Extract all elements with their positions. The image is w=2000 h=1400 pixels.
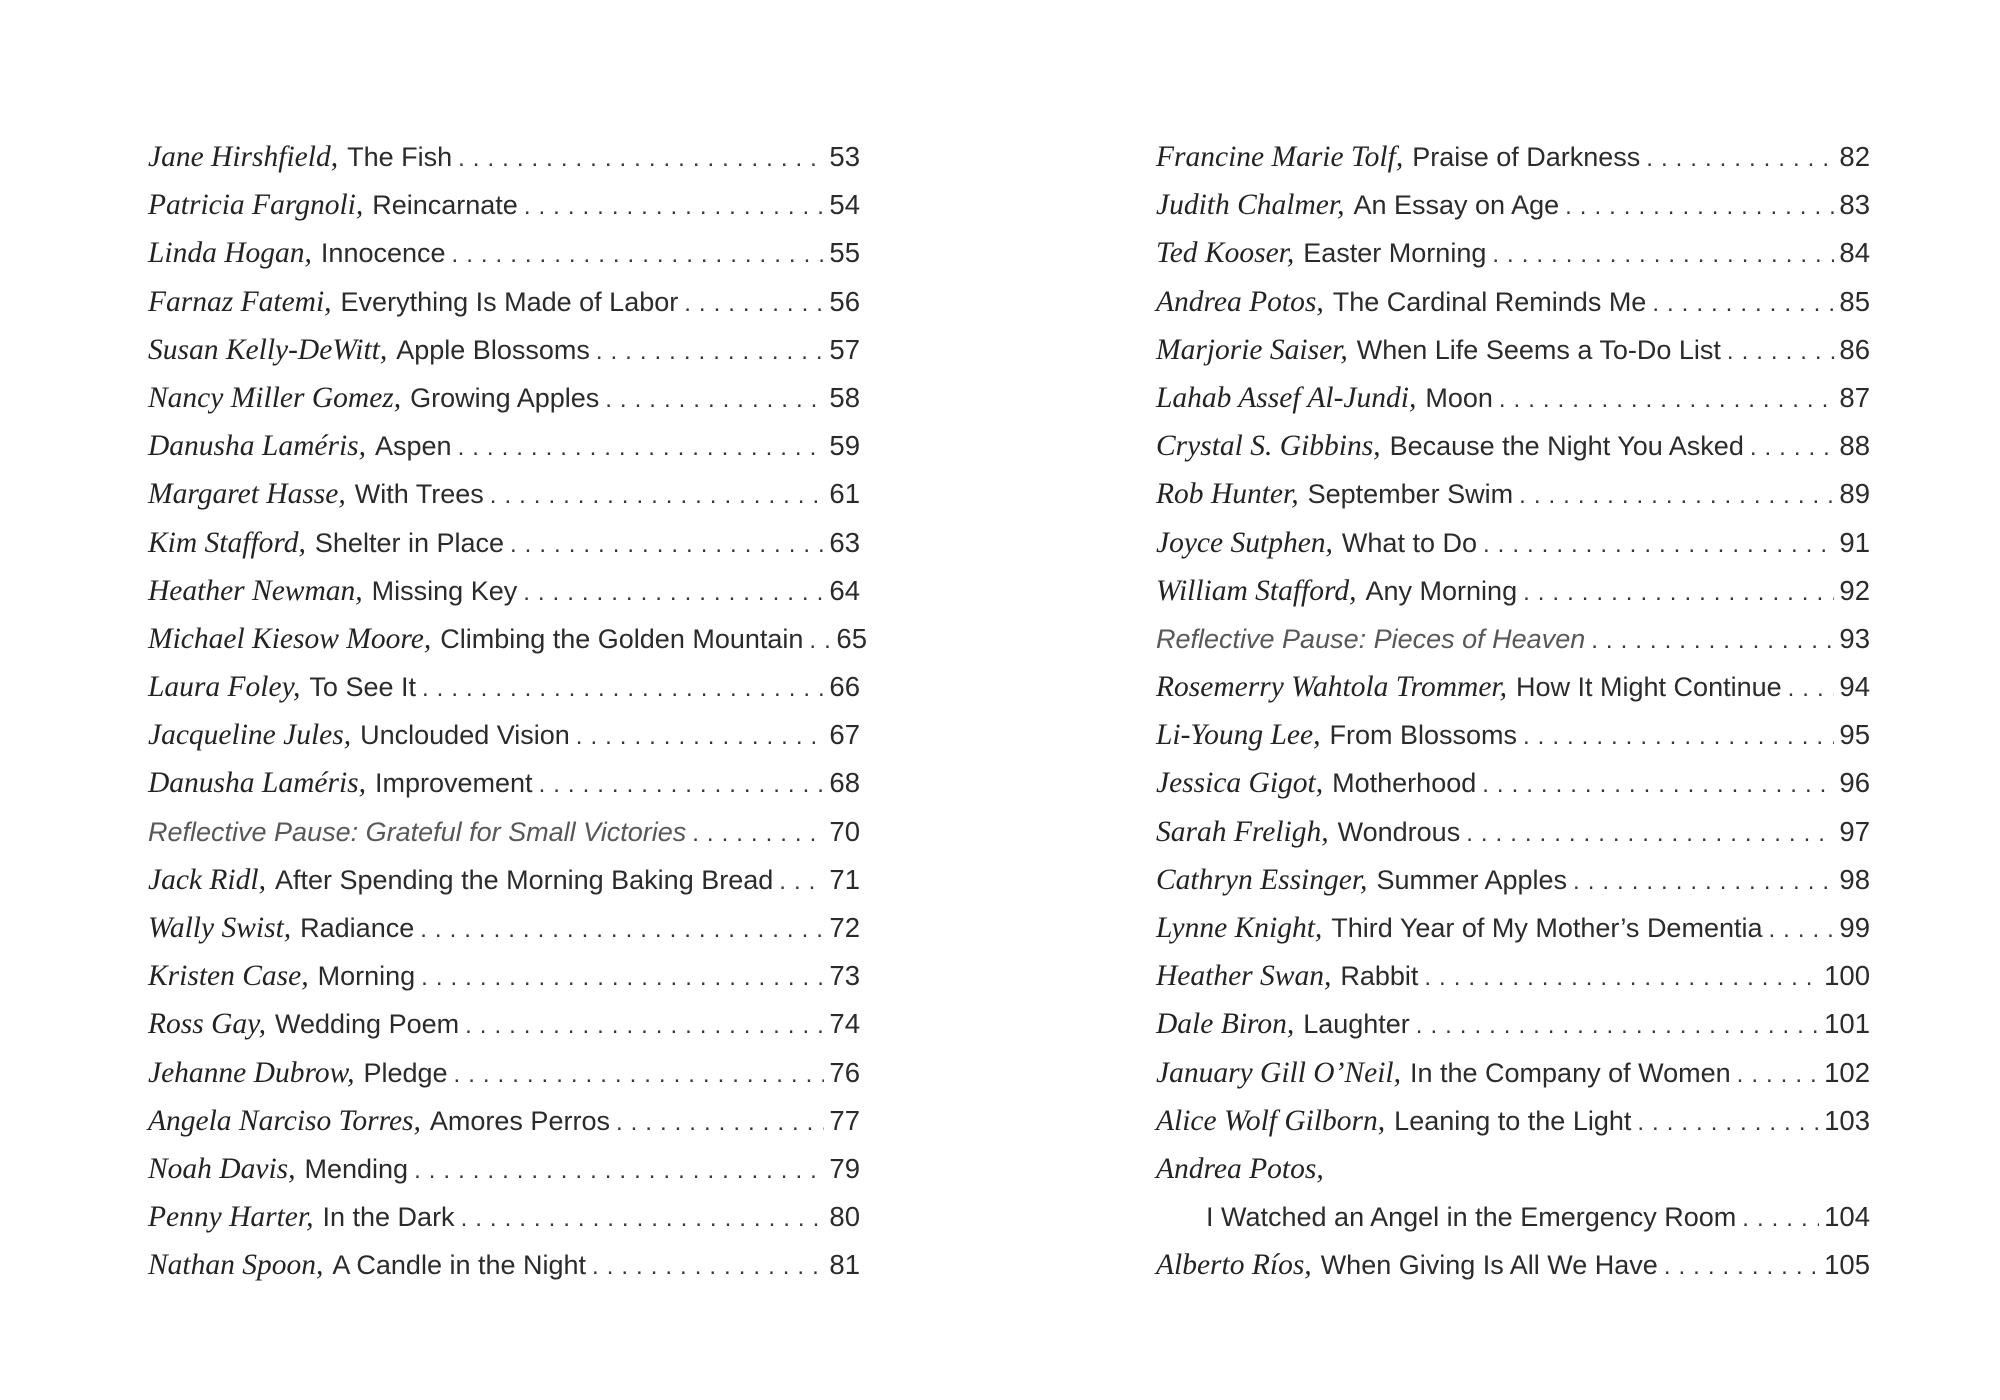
entry-page-number: 88 bbox=[1839, 430, 1870, 462]
entry-author: Rob Hunter, bbox=[1156, 478, 1299, 511]
toc-entry bbox=[1156, 1105, 1870, 1153]
entry-author: Marjorie Saiser, bbox=[1156, 333, 1348, 366]
entry-page-number: 57 bbox=[829, 333, 860, 365]
entry-author: Alice Wolf Gilborn, bbox=[1156, 1104, 1386, 1137]
toc-entry bbox=[148, 1249, 860, 1297]
entry-page-number: 64 bbox=[829, 574, 860, 606]
entry-text bbox=[1156, 1249, 1658, 1282]
dot-leader bbox=[524, 193, 825, 221]
entry-text bbox=[148, 334, 590, 367]
toc-entry bbox=[1156, 478, 1870, 526]
dot-leader bbox=[1519, 482, 1834, 510]
entry-title: To See It bbox=[309, 672, 416, 703]
entry-author: Jacqueline Jules, bbox=[148, 719, 352, 752]
entry-page-number: 104 bbox=[1824, 1201, 1870, 1233]
dot-leader bbox=[452, 241, 825, 269]
dot-leader bbox=[1737, 1061, 1819, 1089]
entry-title: Reincarnate bbox=[372, 190, 518, 221]
entry-page-number: 91 bbox=[1839, 526, 1870, 558]
entry-author: Sarah Freligh, bbox=[1156, 815, 1329, 848]
dot-leader bbox=[454, 1061, 825, 1089]
toc-entry bbox=[148, 286, 860, 334]
entry-page-number: 70 bbox=[829, 815, 860, 847]
entry-page-number: 74 bbox=[829, 1008, 860, 1040]
entry-text bbox=[148, 719, 570, 752]
entry-title: Radiance bbox=[300, 913, 415, 943]
dot-leader bbox=[1523, 579, 1834, 607]
toc-entry bbox=[1156, 575, 1870, 623]
toc-entry bbox=[148, 1008, 860, 1056]
toc-entry bbox=[148, 382, 860, 430]
entry-title: Aspen bbox=[375, 431, 452, 462]
entry-title: How It Might Continue bbox=[1516, 672, 1782, 703]
entry-page-number: 80 bbox=[829, 1201, 860, 1233]
entry-text bbox=[148, 382, 599, 415]
entry-text bbox=[148, 960, 415, 993]
dot-leader bbox=[1424, 964, 1819, 992]
entry-author: Francine Marie Tolf, bbox=[1156, 141, 1404, 173]
entry-author: Heather Newman, bbox=[148, 574, 363, 607]
entry-text bbox=[1156, 960, 1418, 993]
dot-leader bbox=[596, 338, 825, 366]
entry-title: From Blossoms bbox=[1329, 720, 1517, 751]
entry-text bbox=[1156, 286, 1646, 319]
dot-leader bbox=[458, 434, 825, 462]
entry-page-number: 65 bbox=[836, 622, 868, 654]
entry-title: Amores Perros bbox=[429, 1105, 610, 1136]
entry-author: Linda Hogan, bbox=[148, 237, 312, 270]
entry-author: Jane Hirshfield, bbox=[148, 141, 339, 173]
entry-text bbox=[1156, 478, 1513, 511]
dot-leader bbox=[1788, 675, 1835, 703]
toc-entry bbox=[148, 1057, 860, 1105]
dot-leader bbox=[605, 386, 824, 414]
toc-entry bbox=[148, 960, 860, 1008]
entry-author: Jack Ridl, bbox=[148, 863, 266, 896]
dot-leader bbox=[576, 723, 825, 751]
entry-text bbox=[148, 237, 446, 270]
entry-author: Laura Foley, bbox=[148, 671, 301, 704]
entry-page-number: 81 bbox=[829, 1249, 860, 1281]
entry-title: September Swim bbox=[1307, 479, 1514, 510]
entry-author: Lahab Assef Al-Jundi, bbox=[1156, 381, 1417, 414]
reflective-pause-label: Reflective Pause: Grateful for Small Victories bbox=[148, 816, 687, 847]
entry-page-number: 79 bbox=[829, 1152, 860, 1184]
entry-text bbox=[148, 1057, 448, 1090]
toc-entry bbox=[148, 719, 860, 767]
entry-text bbox=[1156, 430, 1744, 463]
entry-title: Summer Apples bbox=[1376, 864, 1568, 895]
entry-page-number: 73 bbox=[829, 960, 860, 992]
toc-entry bbox=[1156, 334, 1870, 382]
entry-title: Third Year of My Mother’s Dementia bbox=[1331, 913, 1763, 943]
entry-title: Improvement bbox=[375, 768, 533, 799]
entry-page-number: 86 bbox=[1839, 333, 1870, 365]
reflective-pause-label: Reflective Pause: Pieces of Heaven bbox=[1156, 623, 1586, 654]
entry-title: Laughter bbox=[1303, 1009, 1410, 1040]
entry-author: Andrea Potos, bbox=[1156, 1152, 1324, 1185]
entry-text bbox=[1156, 382, 1493, 415]
entry-page-number: 59 bbox=[829, 430, 860, 462]
entry-title: Climbing the Golden Mountain bbox=[440, 623, 804, 654]
dot-leader bbox=[1523, 723, 1834, 751]
entry-text bbox=[1156, 575, 1517, 608]
entry-title: Motherhood bbox=[1332, 768, 1477, 799]
entry-title: Unclouded Vision bbox=[360, 720, 570, 751]
entry-text bbox=[148, 671, 416, 704]
entry-text bbox=[1156, 1105, 1631, 1138]
entry-text bbox=[1156, 189, 1559, 222]
dot-leader bbox=[510, 531, 824, 559]
entry-author: Heather Swan, bbox=[1156, 960, 1332, 993]
entry-title: The Cardinal Reminds Me bbox=[1332, 286, 1647, 317]
dot-leader bbox=[692, 820, 824, 848]
entry-title: When Giving Is All We Have bbox=[1320, 1250, 1658, 1281]
toc-entry bbox=[1156, 1153, 1870, 1249]
toc-entry bbox=[1156, 1057, 1870, 1105]
dot-leader bbox=[1483, 531, 1834, 559]
entry-page-number: 68 bbox=[829, 767, 860, 799]
dot-leader bbox=[592, 1253, 824, 1281]
entry-text bbox=[1156, 912, 1763, 945]
toc-entry bbox=[148, 622, 868, 671]
dot-leader bbox=[779, 868, 824, 896]
toc-entry bbox=[1156, 1249, 1870, 1297]
entry-author: January Gill O’Neil, bbox=[1156, 1056, 1401, 1089]
toc-entry bbox=[1156, 527, 1870, 575]
dot-leader bbox=[809, 627, 831, 655]
entry-title: The Fish bbox=[347, 142, 453, 172]
entry-text bbox=[1156, 334, 1721, 367]
entry-text bbox=[1156, 767, 1476, 800]
toc-entry bbox=[148, 478, 860, 526]
toc-entry bbox=[148, 334, 860, 382]
entry-page-number: 105 bbox=[1824, 1249, 1870, 1281]
entry-page-number: 89 bbox=[1839, 478, 1870, 510]
toc-entry bbox=[1156, 719, 1870, 767]
entry-page-number: 67 bbox=[829, 719, 860, 751]
entry-title: Mending bbox=[304, 1153, 409, 1184]
toc-entry bbox=[1156, 671, 1870, 719]
entry-title: Because the Night You Asked bbox=[1389, 431, 1744, 462]
toc-entry bbox=[148, 1105, 860, 1153]
entry-text bbox=[148, 912, 414, 945]
entry-text bbox=[148, 1201, 455, 1234]
entry-text bbox=[1156, 816, 1460, 849]
entry-title: After Spending the Morning Baking Bread bbox=[274, 864, 774, 895]
dot-leader bbox=[1466, 820, 1834, 848]
entry-page-number: 95 bbox=[1839, 719, 1870, 751]
entry-title: Leaning to the Light bbox=[1394, 1105, 1632, 1136]
entry-title: When Life Seems a To-Do List bbox=[1356, 334, 1721, 365]
entry-text bbox=[148, 1105, 610, 1138]
entry-text bbox=[1156, 237, 1486, 270]
entry-author: Cathryn Essinger, bbox=[1156, 863, 1368, 896]
toc-entry bbox=[148, 1153, 860, 1201]
toc-entry-reflective-pause bbox=[148, 816, 860, 864]
entry-author: Kristen Case, bbox=[148, 960, 309, 993]
toc-entry bbox=[148, 430, 860, 478]
entry-title: Apple Blossoms bbox=[396, 334, 590, 365]
entry-page-number: 102 bbox=[1824, 1056, 1870, 1088]
dot-leader bbox=[684, 290, 824, 318]
toc-entry bbox=[148, 767, 860, 815]
entry-author: Jessica Gigot, bbox=[1156, 767, 1324, 800]
dot-leader bbox=[1769, 916, 1835, 944]
entry-author: Dale Biron, bbox=[1156, 1008, 1295, 1041]
entry-title: In the Company of Women bbox=[1409, 1057, 1731, 1088]
entry-page-number: 99 bbox=[1839, 912, 1870, 943]
entry-page-number: 77 bbox=[829, 1104, 860, 1136]
toc-entry bbox=[1156, 767, 1870, 815]
dot-leader bbox=[1499, 386, 1835, 414]
dot-leader bbox=[1637, 1109, 1819, 1137]
entry-title: Everything Is Made of Labor bbox=[340, 286, 679, 317]
entry-title: Innocence bbox=[320, 238, 446, 269]
entry-title: Easter Morning bbox=[1303, 238, 1487, 269]
toc-entry bbox=[1156, 912, 1870, 960]
toc-entry bbox=[148, 575, 860, 623]
dot-leader bbox=[1652, 290, 1834, 318]
entry-title: Wondrous bbox=[1337, 816, 1461, 847]
entry-page-number: 97 bbox=[1839, 815, 1870, 847]
entry-author: Susan Kelly-DeWitt, bbox=[148, 333, 388, 366]
toc-entry bbox=[148, 141, 860, 189]
entry-title: With Trees bbox=[354, 479, 484, 510]
toc-column-right bbox=[1156, 141, 1870, 1298]
entry-text bbox=[148, 478, 484, 511]
toc-entry bbox=[1156, 864, 1870, 912]
entry-text bbox=[148, 767, 533, 800]
dot-leader bbox=[1727, 338, 1834, 366]
dot-leader bbox=[490, 482, 825, 510]
dot-leader bbox=[539, 771, 825, 799]
entry-text bbox=[1156, 1057, 1731, 1090]
dot-leader bbox=[421, 964, 824, 992]
entry-author: Li-Young Lee, bbox=[1156, 719, 1321, 752]
entry-author: Alberto Ríos, bbox=[1156, 1249, 1312, 1282]
entry-text bbox=[148, 527, 504, 560]
entry-page-number: 56 bbox=[829, 285, 860, 317]
toc-entry bbox=[1156, 286, 1870, 334]
toc-column-left bbox=[148, 141, 868, 1298]
entry-author: Danusha Laméris, bbox=[148, 430, 366, 463]
entry-page-number: 53 bbox=[829, 141, 860, 172]
dot-leader bbox=[1565, 193, 1834, 221]
entry-author: Wally Swist, bbox=[148, 912, 292, 944]
toc-entry bbox=[148, 912, 860, 960]
toc-entry bbox=[1156, 189, 1870, 237]
entry-author: Andrea Potos, bbox=[1156, 285, 1324, 318]
toc-entry-reflective-pause bbox=[1156, 623, 1870, 671]
toc-entry bbox=[1156, 141, 1870, 189]
entry-author: Penny Harter, bbox=[148, 1201, 314, 1234]
entry-page-number: 100 bbox=[1824, 960, 1870, 992]
entry-author: William Stafford, bbox=[1156, 574, 1357, 607]
entry-author-line bbox=[1156, 1153, 1870, 1201]
dot-leader bbox=[1742, 1205, 1819, 1233]
entry-title: Growing Apples bbox=[410, 382, 600, 413]
entry-page-number: 92 bbox=[1839, 574, 1870, 606]
toc-entry bbox=[148, 671, 860, 719]
entry-page-number: 85 bbox=[1839, 285, 1870, 317]
entry-text bbox=[148, 1249, 586, 1282]
entry-text bbox=[1156, 1008, 1410, 1041]
entry-page-number: 84 bbox=[1839, 237, 1870, 269]
dot-leader bbox=[465, 1012, 824, 1040]
toc-entry bbox=[148, 237, 860, 285]
entry-author: Michael Kiesow Moore, bbox=[148, 622, 432, 655]
entry-page-number: 82 bbox=[1839, 141, 1870, 172]
entry-title: Shelter in Place bbox=[314, 527, 505, 558]
entry-title: An Essay on Age bbox=[1353, 190, 1560, 221]
entry-text bbox=[148, 864, 773, 897]
entry-page-number: 87 bbox=[1839, 381, 1870, 413]
entry-author: Angela Narciso Torres, bbox=[148, 1104, 421, 1137]
entry-page-number: 55 bbox=[829, 237, 860, 269]
dot-leader bbox=[422, 675, 824, 703]
entry-page-number: 94 bbox=[1839, 671, 1870, 703]
entry-author: Nancy Miller Gomez, bbox=[148, 381, 402, 414]
dot-leader bbox=[1664, 1253, 1819, 1281]
entry-author: Judith Chalmer, bbox=[1156, 189, 1345, 222]
entry-author: Patricia Fargnoli, bbox=[148, 189, 364, 222]
entry-text bbox=[148, 189, 518, 222]
entry-text bbox=[148, 1153, 408, 1186]
dot-leader bbox=[420, 916, 824, 944]
entry-text bbox=[148, 1008, 459, 1041]
toc-entry bbox=[148, 1201, 860, 1249]
entry-text bbox=[148, 623, 803, 656]
dot-leader bbox=[1646, 145, 1834, 173]
dot-leader bbox=[414, 1157, 824, 1185]
dot-leader bbox=[1416, 1012, 1819, 1040]
entry-title: Morning bbox=[317, 961, 416, 992]
entry-title: Pledge bbox=[363, 1057, 448, 1088]
entry-text bbox=[1156, 527, 1477, 560]
toc-entry bbox=[148, 189, 860, 237]
entry-title: Moon bbox=[1425, 382, 1493, 413]
entry-title-line bbox=[1156, 1201, 1870, 1249]
entry-title: Wedding Poem bbox=[275, 1009, 460, 1040]
entry-author: Jehanne Dubrow, bbox=[148, 1056, 355, 1089]
entry-title: Missing Key bbox=[371, 575, 518, 606]
toc-entry bbox=[148, 527, 860, 575]
entry-author: Ted Kooser, bbox=[1156, 237, 1295, 270]
toc-entry bbox=[1156, 237, 1870, 285]
entry-author: Noah Davis, bbox=[148, 1152, 296, 1185]
entry-page-number: 58 bbox=[829, 381, 860, 413]
entry-text bbox=[148, 575, 517, 608]
dot-leader bbox=[616, 1109, 824, 1137]
entry-author: Ross Gay, bbox=[148, 1008, 266, 1041]
toc-entry bbox=[1156, 816, 1870, 864]
entry-author: Farnaz Fatemi, bbox=[148, 285, 332, 318]
entry-author: Nathan Spoon, bbox=[148, 1249, 324, 1282]
entry-page-number: 72 bbox=[829, 912, 860, 943]
entry-page-number: 83 bbox=[1839, 189, 1870, 221]
entry-page-number: 54 bbox=[829, 189, 860, 221]
dot-leader bbox=[461, 1205, 825, 1233]
entry-title: What to Do bbox=[1341, 527, 1477, 558]
entry-title: In the Dark bbox=[322, 1202, 455, 1233]
entry-text bbox=[1156, 719, 1517, 752]
entry-page-number: 61 bbox=[829, 478, 860, 510]
dot-leader bbox=[523, 579, 824, 607]
entry-page-number: 63 bbox=[829, 526, 860, 558]
entry-page-number: 76 bbox=[829, 1056, 860, 1088]
entry-author: Kim Stafford, bbox=[148, 526, 306, 559]
entry-text bbox=[1156, 141, 1640, 174]
entry-author: Crystal S. Gibbins, bbox=[1156, 430, 1381, 463]
dot-leader bbox=[1492, 241, 1834, 269]
toc-entry bbox=[1156, 1008, 1870, 1056]
entry-page-number: 98 bbox=[1839, 863, 1870, 895]
entry-page-number: 96 bbox=[1839, 767, 1870, 799]
entry-text bbox=[148, 141, 452, 174]
toc-entry bbox=[1156, 430, 1870, 478]
entry-text bbox=[1156, 864, 1567, 897]
dot-leader bbox=[1482, 771, 1834, 799]
dot-leader bbox=[1750, 434, 1835, 462]
dot-leader bbox=[1573, 868, 1834, 896]
entry-page-number: 101 bbox=[1824, 1008, 1870, 1040]
toc-entry bbox=[1156, 960, 1870, 1008]
entry-title: A Candle in the Night bbox=[332, 1250, 587, 1281]
entry-title: Any Morning bbox=[1365, 575, 1518, 606]
entry-title: Praise of Darkness bbox=[1412, 142, 1641, 172]
entry-author: Rosemerry Wahtola Trommer, bbox=[1156, 671, 1508, 704]
entry-page-number: 66 bbox=[829, 671, 860, 703]
entry-page-number: 71 bbox=[829, 863, 860, 895]
entry-text bbox=[148, 286, 678, 319]
dot-leader bbox=[1591, 627, 1834, 655]
entry-text bbox=[148, 430, 452, 463]
entry-author: Margaret Hasse, bbox=[148, 478, 346, 511]
entry-author: Joyce Sutphen, bbox=[1156, 526, 1333, 559]
entry-author: Lynne Knight, bbox=[1156, 912, 1323, 944]
entry-page-number: 103 bbox=[1824, 1104, 1870, 1136]
entry-text bbox=[1156, 671, 1782, 704]
dot-leader bbox=[458, 145, 824, 173]
entry-title: I Watched an Angel in the Emergency Room bbox=[1206, 1202, 1737, 1233]
toc-entry bbox=[148, 864, 860, 912]
toc-entry bbox=[1156, 382, 1870, 430]
entry-title: Rabbit bbox=[1340, 961, 1419, 992]
entry-author: Danusha Laméris, bbox=[148, 767, 366, 800]
entry-page-number: 93 bbox=[1839, 622, 1870, 654]
